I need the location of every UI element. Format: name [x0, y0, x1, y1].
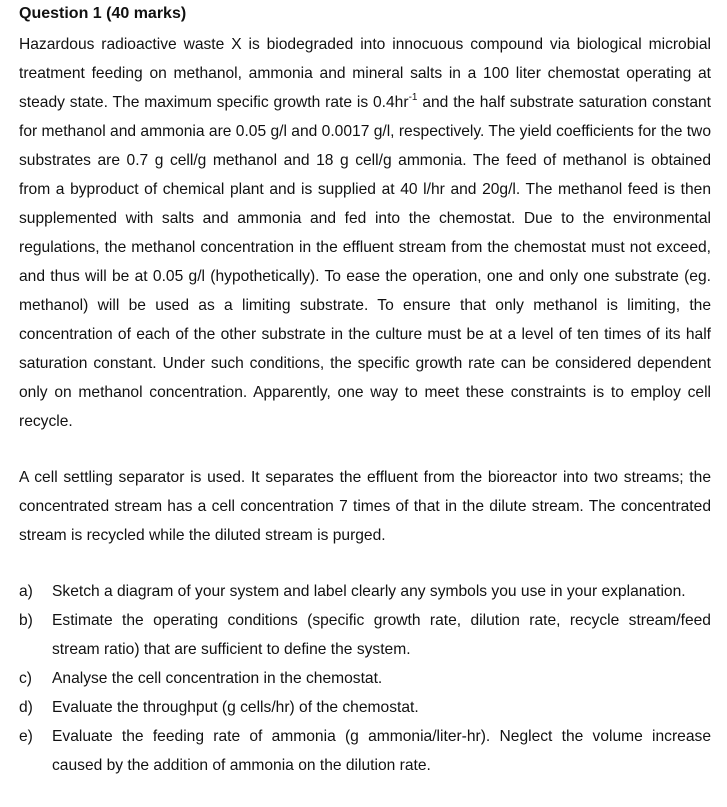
sub-question-d	[19, 693, 711, 722]
paragraph-text-part-2: and the half substrate saturation constant for methanol and ammonia are 0.05 g/l and 0.0017 g/l, respectively. The yield coefficients for the two substrates are 0.7 g cell/g methanol and 18 g cell/g ammonia. The feed of methanol is obtained from a byproduct of chemical plant and is supplied at 40 l/hr and 20g/l. The methanol feed is then supplemented with salts and ammonia and fed into the chemostat. Due to the environmental regulations, the methanol concentration in the effluent stream from the chemostat must not exceed, and thus will be at 0.05 g/l (hypothetically). To ease the operation, one and only one substrate (eg. methanol) will be used as a limiting substrate. To ensure that only methanol is limiting, the concentration of each of the other substrate in the culture must be at a level of ten times of its half saturation constant. Under such conditions, the specific growth rate can be considered dependent only on methanol concentration. Apparently, one way to meet these constraints is to employ cell recycle.	[19, 94, 711, 430]
sub-question-e	[19, 722, 711, 780]
paragraph-spacer	[19, 550, 711, 577]
problem-statement-paragraph	[19, 30, 711, 436]
sub-question-label: a)	[19, 583, 33, 600]
sub-question-label: c)	[19, 670, 32, 687]
sub-question-text: Estimate the operating conditions (specific growth rate, dilution rate, recycle stream/feed stream ratio) that are sufficient to define the system.	[52, 612, 711, 658]
sub-question-a	[19, 577, 711, 606]
separator-description-paragraph: A cell settling separator is used. It separates the effluent from the bioreactor into two streams; the concentrated stream has a cell concentration 7 times of that in the dilute stream. The concentrated stream is recycled while the diluted stream is purged.	[19, 469, 711, 544]
sub-question-text: Evaluate the throughput (g cells/hr) of the chemostat.	[52, 699, 419, 716]
sub-question-label: e)	[19, 728, 33, 745]
sub-question-text: Analyse the cell concentration in the chemostat.	[52, 670, 383, 687]
sub-question-text: Evaluate the feeding rate of ammonia (g ammonia/liter-hr). Neglect the volume increase caused by the addition of ammonia on the dilution rate.	[52, 728, 711, 774]
unit-exponent: -1	[408, 91, 418, 103]
sub-question-label: d)	[19, 699, 33, 716]
sub-question-b	[19, 606, 711, 664]
question-title: Question 1 (40 marks)	[19, 5, 187, 22]
sub-question-text: Sketch a diagram of your system and label clearly any symbols you use in your explanation.	[52, 583, 686, 600]
paragraph-spacer	[19, 436, 711, 463]
sub-question-label: b)	[19, 612, 33, 629]
sub-question-list	[19, 577, 711, 780]
paragraph-text-part-1: Hazardous radioactive waste X is biodegraded into innocuous compound via biological microbial treatment feeding on methanol, ammonia and mineral salts in a 100 liter chemostat operating at steady state. The maximum specific growth rate is 0.4hr	[19, 36, 711, 111]
sub-question-c	[19, 664, 711, 693]
